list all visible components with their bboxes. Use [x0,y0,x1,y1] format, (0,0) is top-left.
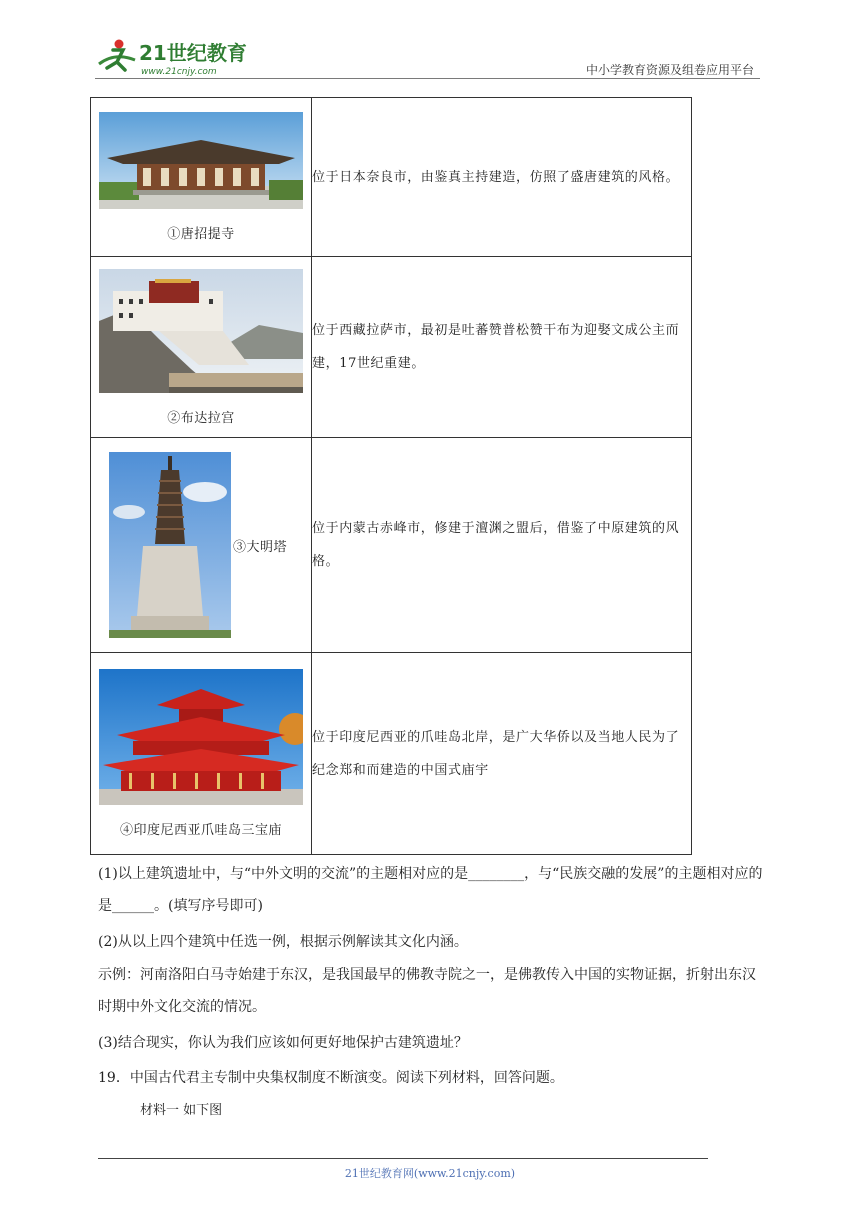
daming-pagoda-image [109,452,231,638]
material-1-label: 材料一 如下图 [140,1103,223,1118]
question-2: (2)从以上四个建筑中任选一例，根据示例解读其文化内涵。 [98,934,468,950]
image-cell [91,653,312,855]
table-row [91,257,692,438]
site-description: 位于印度尼西亚的爪哇岛北岸，是广大华侨以及当地人民为了纪念郑和而建造的中国式庙宇 [312,653,692,855]
example-answer: 示例：河南洛阳白马寺始建于东汉，是我国最早的佛教寺院之一，是佛教传入中国的实物证据，折射出东汉时期中外文化交流的情况。 [98,967,756,1015]
header-platform-text: 中小学教育资源及组卷应用平台 [585,63,754,77]
site-description: 位于日本奈良市，由鉴真主持建造，仿照了盛唐建筑的风格。 [312,98,692,257]
table-row [91,438,692,653]
header-divider [95,78,760,79]
question-3: (3)结合现实，你认为我们应该如何更好地保护古建筑遗址？ [98,1035,468,1051]
site-caption: ①唐招提寺 [167,227,235,242]
site-description: 位于西藏拉萨市，最初是吐蕃赞普松赞干布为迎娶文成公主而建，17世纪重建。 [312,257,692,438]
table-row [91,98,692,257]
building-sites-table [90,97,692,855]
pagoda-figure [109,452,311,638]
footer-text: 21世纪教育网(www.21cnjy.com) [344,1167,516,1180]
footer-divider [98,1158,708,1159]
site-caption: ③大明塔 [233,539,288,555]
image-cell [91,98,312,257]
svg-text:21世纪教育: 21世纪教育 [139,41,247,65]
potala-palace-image [99,269,303,393]
svg-text:www.21cnjy.com: www.21cnjy.com [141,67,217,77]
site-caption: ②布达拉宫 [167,410,235,426]
logo-21cnjy [95,34,265,78]
question-1: (1)以上建筑遗址中，与“中外文明的交流”的主题相对应的是________，与“民族交融的发展”的主题相对应的是______。(填写序号即可) [98,866,763,914]
sam-poo-kong-temple-image [99,669,303,805]
site-description: 位于内蒙古赤峰市，修建于澶渊之盟后，借鉴了中原建筑的风格。 [312,438,692,653]
question-19: 19．中国古代君主专制中央集权制度不断演变。阅读下列材料，回答问题。 [98,1070,564,1086]
site-caption: ④印度尼西亚爪哇岛三宝庙 [119,823,282,838]
image-cell [91,438,312,653]
image-cell [91,257,312,438]
table-row [91,653,692,855]
page-header [95,30,760,80]
tang-zhao-ti-temple-image [99,112,303,209]
